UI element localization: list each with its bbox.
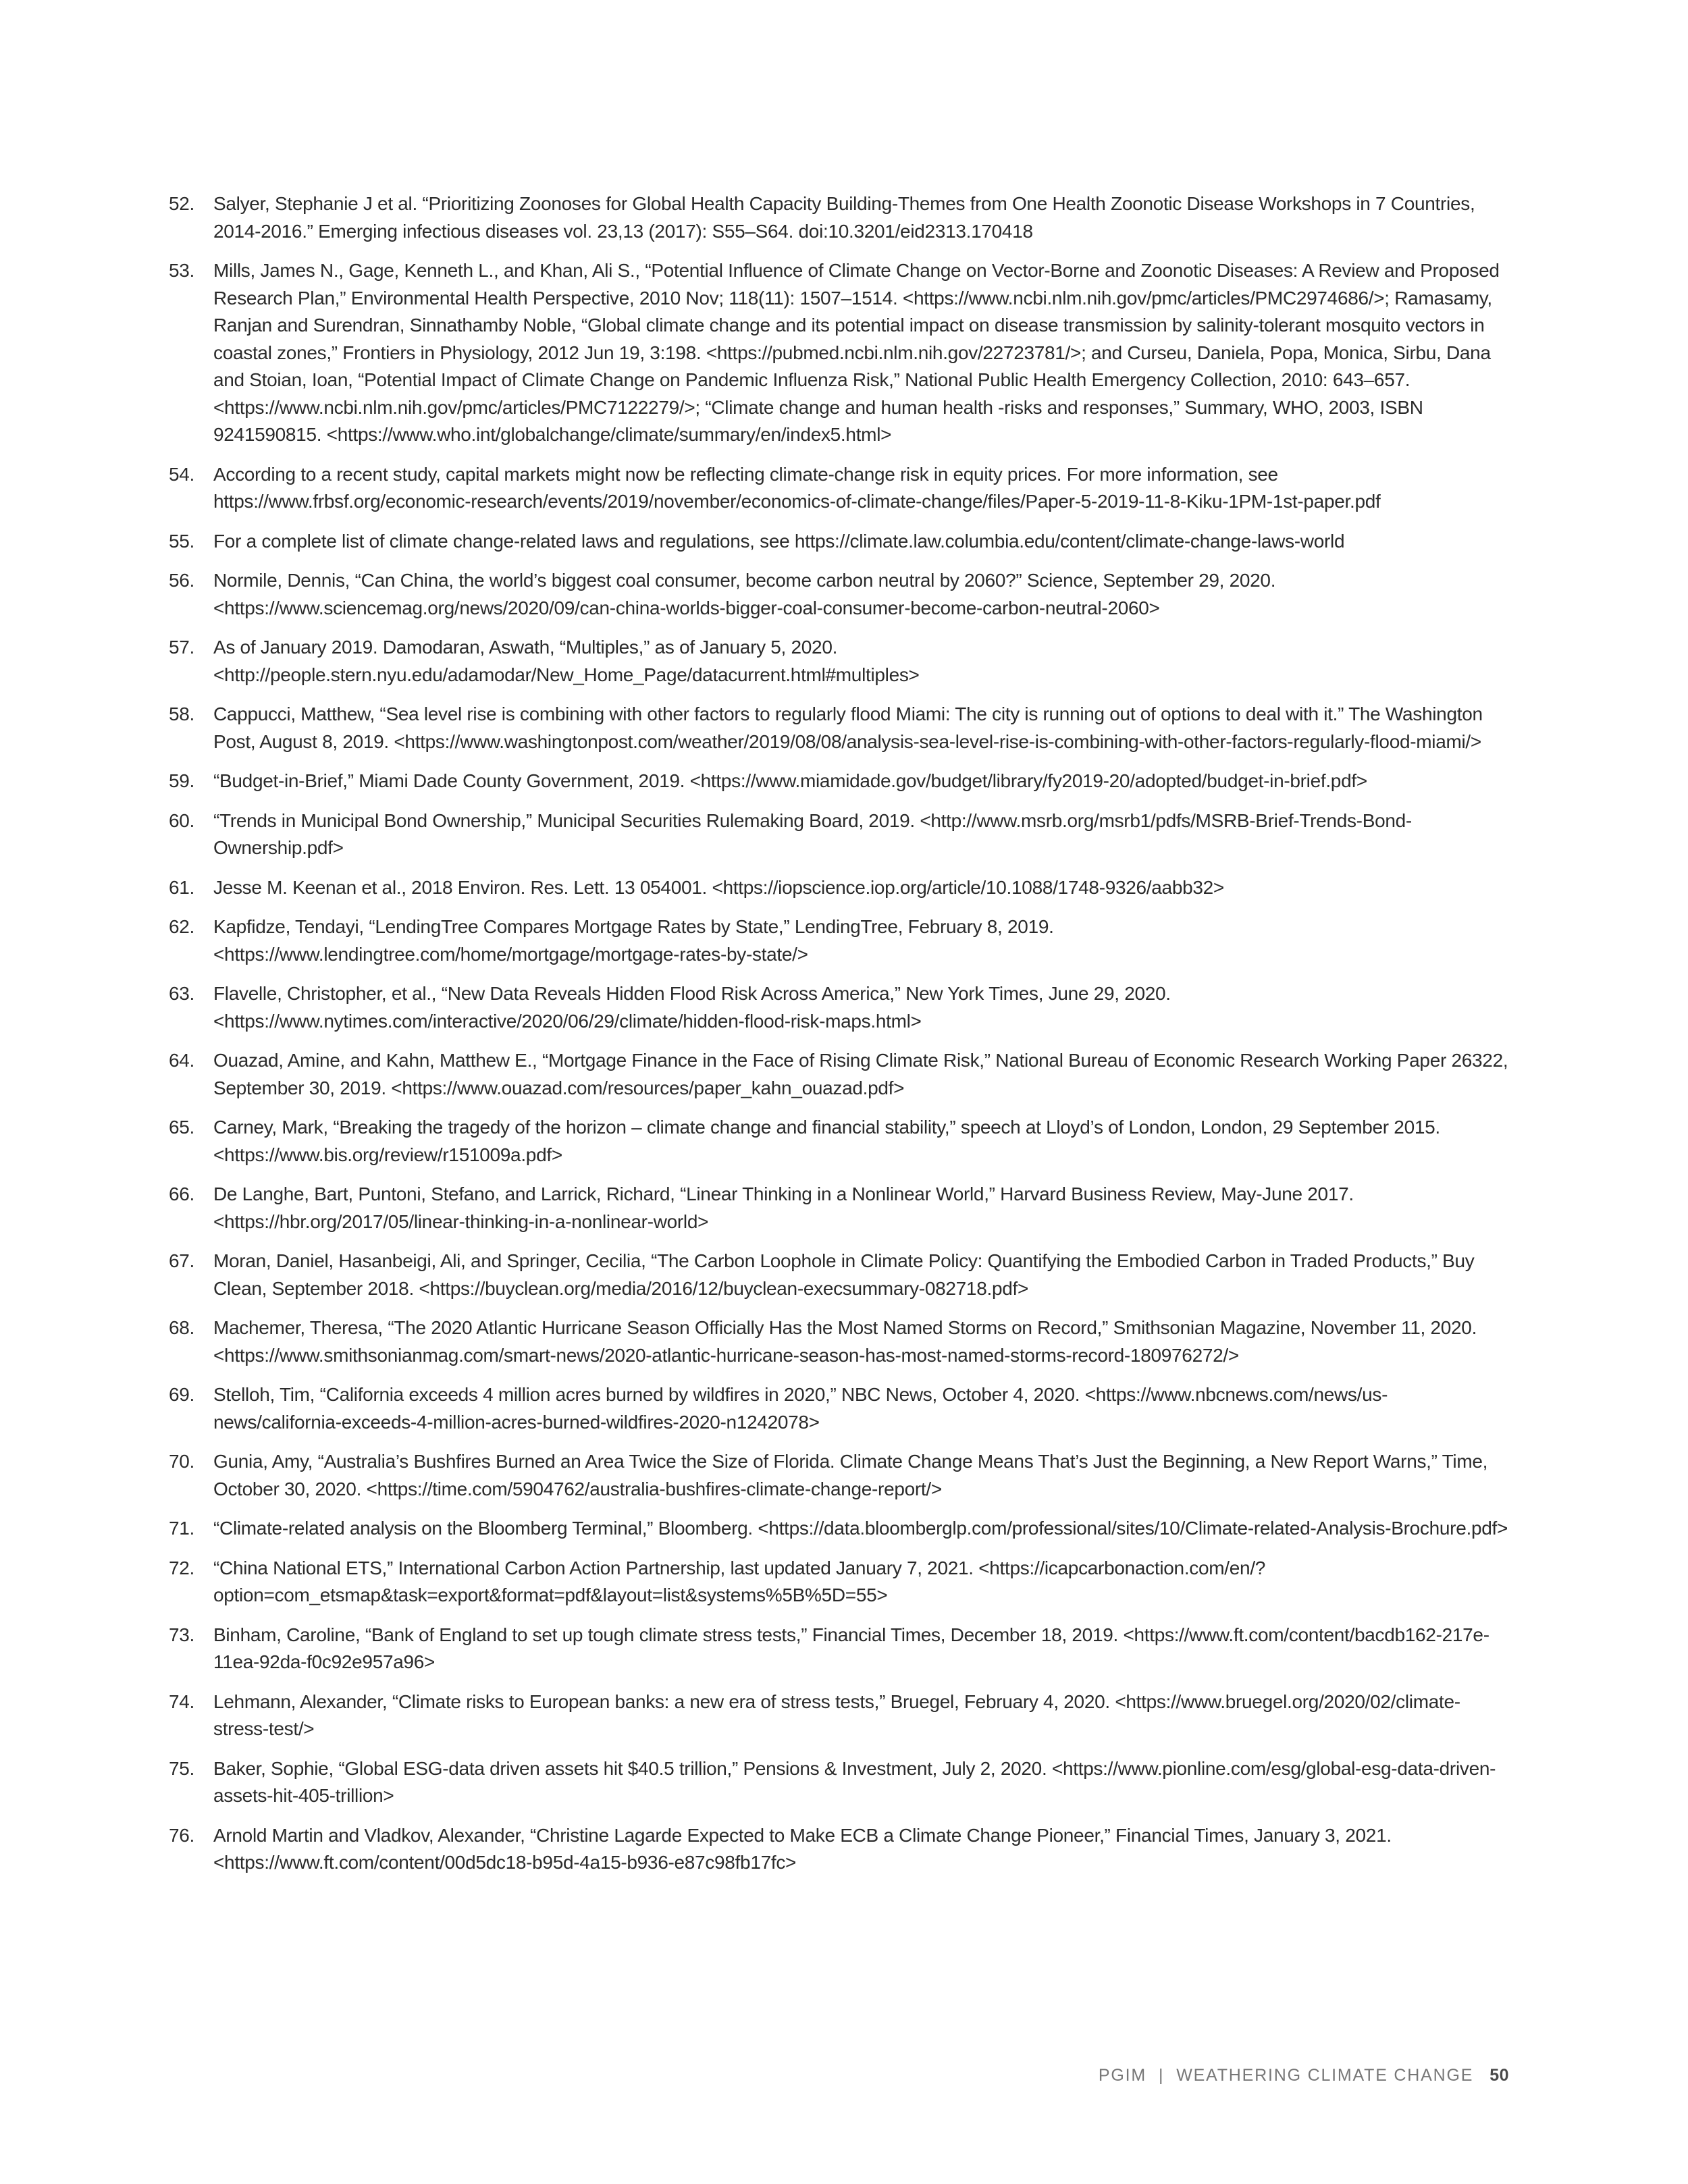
footer-report-title: WEATHERING CLIMATE CHANGE <box>1176 2066 1474 2085</box>
endnote-text: “Budget-in-Brief,” Miami Dade County Government, 2019. <https://www.miamidade.gov/budget/library/fy2019-20/adopted/budget-in-brief.pdf> <box>213 770 1367 791</box>
endnote-text: Jesse M. Keenan et al., 2018 Environ. Res. Lett. 13 054001. <https://iopscience.iop.org/article/10.1088/1748-9326/aabb32> <box>213 876 1224 898</box>
endnote-number: 60. <box>169 809 195 831</box>
endnote-item <box>169 1688 1509 1743</box>
endnote-item <box>169 768 1509 795</box>
endnote-number: 52. <box>169 193 195 214</box>
endnote-item <box>169 1248 1509 1302</box>
endnote-item <box>169 1515 1509 1543</box>
endnote-item <box>169 1381 1509 1436</box>
endnote-number: 74. <box>169 1690 195 1712</box>
endnote-text: Moran, Daniel, Hasanbeigi, Ali, and Springer, Cecilia, “The Carbon Loophole in Climate Policy: Quantifying the Embodied Carbon in Traded Products,” Buy Clean, September 2018. <https://buyclean.org/media/2016/12/buyclean-execsummary-082718.pdf> <box>213 1250 1475 1299</box>
footer-separator: | <box>1158 2066 1165 2085</box>
endnote-text: Binham, Caroline, “Bank of England to set up tough climate stress tests,” Financial Times, December 18, 2019. <https://www.ft.com/content/bacdb162-217e-11ea-92da-f0c92e957a96> <box>213 1624 1489 1672</box>
endnotes-list <box>169 190 1509 1889</box>
page-footer <box>1099 2066 1509 2085</box>
endnote-text: De Langhe, Bart, Puntoni, Stefano, and Larrick, Richard, “Linear Thinking in a Nonlinear World,” Harvard Business Review, May-June 2017. <https://hbr.org/2017/05/linear-thinking-in-a-nonlinear-world> <box>213 1183 1354 1232</box>
endnote-number: 57. <box>169 637 195 658</box>
endnote-item <box>169 1555 1509 1609</box>
endnote-text: According to a recent study, capital markets might now be reflecting climate-change risk in equity prices. For more information, see https://www.frbsf.org/economic-research/events/2019/november/economics-of-climate-change/files/Paper-5-2019-11-8-Kiku-1PM-1st-paper.pdf <box>213 463 1381 512</box>
endnote-item <box>169 1181 1509 1235</box>
endnote-number: 54. <box>169 463 195 485</box>
endnote-item <box>169 1822 1509 1877</box>
endnote-item <box>169 528 1509 556</box>
endnote-item <box>169 1314 1509 1369</box>
endnote-item <box>169 461 1509 516</box>
endnote-item <box>169 701 1509 755</box>
endnote-text: Kapfidze, Tendayi, “LendingTree Compares Mortgage Rates by State,” LendingTree, February 8, 2019. <https://www.lendingtree.com/home/mortgage/mortgage-rates-by-state/> <box>213 916 1054 965</box>
endnote-text: Arnold Martin and Vladkov, Alexander, “Christine Lagarde Expected to Make ECB a Climate Change Pioneer,” Financial Times, January 3, 2021. <https://www.ft.com/content/00d5dc18-b95d-4a15-b936-e87c98fb17fc> <box>213 1824 1392 1873</box>
endnote-text: Cappucci, Matthew, “Sea level rise is combining with other factors to regularly flood Miami: The city is running out of options to deal with it.” The Washington Post, August 8, 2019. <https://www.washingtonpost.com/weather/2019/08/08/analysis-sea-level-rise-is-combining-with-other-factors-regularly-flood-miami/> <box>213 703 1483 752</box>
endnote-number: 65. <box>169 1117 195 1138</box>
endnote-number: 75. <box>169 1757 195 1779</box>
endnote-text: Machemer, Theresa, “The 2020 Atlantic Hurricane Season Officially Has the Most Named Storms on Record,” Smithsonian Magazine, November 11, 2020. <https://www.smithsonianmag.com/smart-news/2020-atlantic-hurricane-season-has-most-named-storms-record-180976272/> <box>213 1317 1477 1366</box>
endnote-text: Salyer, Stephanie J et al. “Prioritizing Zoonoses for Global Health Capacity Building-Themes from One Health Zoonotic Disease Workshops in 7 Countries, 2014-2016.” Emerging infectious diseases vol. 23,13 (2017): S55–S64. doi:10.3201/eid2313.170418 <box>213 193 1475 242</box>
endnote-text: Flavelle, Christopher, et al., “New Data Reveals Hidden Flood Risk Across America,” New York Times, June 29, 2020. <https://www.nytimes.com/interactive/2020/06/29/climate/hidden-flood-risk-maps.html> <box>213 983 1171 1032</box>
endnote-number: 76. <box>169 1824 195 1846</box>
page-number: 50 <box>1489 2066 1509 2085</box>
endnote-number: 55. <box>169 530 195 552</box>
endnote-text: Mills, James N., Gage, Kenneth L., and Khan, Ali S., “Potential Influence of Climate Change on Vector-Borne and Zoonotic Diseases: A Review and Proposed Research Plan,” Environmental Health Perspective, 2010 Nov; 118(11): 1507–1514. <https://www.ncbi.nlm.nih.gov/pmc/articles/PMC2974686/>; Ramasamy, Ranjan and Surendran, Sinnathamby Noble, “Global climate change and its potential impact on disease transmission by salinity-tolerant mosquito vectors in coastal zones,” Frontiers in Physiology, 2012 Jun 19, 3:198. <https://pubmed.ncbi.nlm.nih.gov/22723781/>; and Curseu, Daniela, Popa, Monica, Sirbu, Dana and Stoian, Ioan, “Potential Impact of Climate Change on Pandemic Influenza Risk,” National Public Health Emergency Collection, 2010: 643–657. <https://www.ncbi.nlm.nih.gov/pmc/articles/PMC7122279/>; “Climate change and human health -risks and responses,” Summary, WHO, 2003, ISBN 9241590815. <https://www.who.int/globalchange/climate/summary/en/index5.html> <box>213 260 1500 445</box>
endnote-item <box>169 190 1509 245</box>
endnote-number: 56. <box>169 570 195 591</box>
endnote-number: 67. <box>169 1250 195 1271</box>
endnote-text: Gunia, Amy, “Australia’s Bushfires Burned an Area Twice the Size of Florida. Climate Change Means That’s Just the Beginning, a New Report Warns,” Time, October 30, 2020. <https://time.com/5904762/australia-bushfires-climate-change-report/> <box>213 1451 1488 1499</box>
endnote-text: Normile, Dennis, “Can China, the world’s biggest coal consumer, become carbon neutral by 2060?” Science, September 29, 2020. <https://www.sciencemag.org/news/2020/09/can-china-worlds-bigger-coal-consumer-become-carbon-neutral-2060> <box>213 570 1276 618</box>
endnote-item <box>169 1448 1509 1503</box>
endnote-item <box>169 1755 1509 1810</box>
endnote-number: 59. <box>169 770 195 791</box>
footer-publisher: PGIM <box>1098 2066 1146 2085</box>
endnote-number: 66. <box>169 1183 195 1204</box>
endnote-item <box>169 634 1509 689</box>
endnote-item <box>169 257 1509 449</box>
endnote-item <box>169 1047 1509 1102</box>
endnote-item <box>169 913 1509 968</box>
endnote-number: 64. <box>169 1050 195 1071</box>
endnote-item <box>169 807 1509 862</box>
endnote-number: 53. <box>169 260 195 281</box>
endnote-number: 72. <box>169 1557 195 1578</box>
endnote-text: Lehmann, Alexander, “Climate risks to European banks: a new era of stress tests,” Bruegel, February 4, 2020. <https://www.bruegel.org/2020/02/climate-stress-test/> <box>213 1690 1460 1739</box>
endnote-number: 58. <box>169 703 195 724</box>
endnote-text: Baker, Sophie, “Global ESG-data driven assets hit $40.5 trillion,” Pensions & Investment, July 2, 2020. <https://www.pionline.com/esg/global-esg-data-driven-assets-hit-405-trillion> <box>213 1757 1496 1806</box>
endnote-text: Carney, Mark, “Breaking the tragedy of the horizon – climate change and financial stability,” speech at Lloyd’s of London, London, 29 September 2015. <https://www.bis.org/review/r151009a.pdf> <box>213 1117 1440 1165</box>
endnote-item <box>169 1622 1509 1676</box>
endnote-text: As of January 2019. Damodaran, Aswath, “Multiples,” as of January 5, 2020. <http://people.stern.nyu.edu/adamodar/New_Home_Page/datacurrent.html#multiples> <box>213 637 920 685</box>
endnote-number: 73. <box>169 1624 195 1645</box>
endnote-number: 69. <box>169 1384 195 1405</box>
endnote-text: For a complete list of climate change-related laws and regulations, see https://climate.law.columbia.edu/content/climate-change-laws-world <box>213 530 1345 552</box>
endnote-number: 61. <box>169 876 195 898</box>
endnote-text: Stelloh, Tim, “California exceeds 4 million acres burned by wildfires in 2020,” NBC News, October 4, 2020. <https://www.nbcnews.com/news/us-news/california-exceeds-4-million-acres-burned-wildfires-2020-n1242078> <box>213 1384 1388 1433</box>
endnote-number: 63. <box>169 983 195 1004</box>
endnote-number: 70. <box>169 1451 195 1472</box>
endnote-text: “Trends in Municipal Bond Ownership,” Municipal Securities Rulemaking Board, 2019. <http://www.msrb.org/msrb1/pdfs/MSRB-Brief-Trends-Bond-Ownership.pdf> <box>213 809 1412 858</box>
endnote-text: “China National ETS,” International Carbon Action Partnership, last updated January 7, 2021. <https://icapcarbonaction.com/en/?option=com_etsmap&task=export&format=pdf&layout=list&systems%5B%5D=55> <box>213 1557 1266 1605</box>
endnote-text: Ouazad, Amine, and Kahn, Matthew E., “Mortgage Finance in the Face of Rising Climate Risk,” National Bureau of Economic Research Working Paper 26322, September 30, 2019. <https://www.ouazad.com/resources/paper_kahn_ouazad.pdf> <box>213 1050 1508 1098</box>
endnote-item <box>169 980 1509 1035</box>
endnote-number: 62. <box>169 916 195 937</box>
endnote-number: 71. <box>169 1518 195 1539</box>
endnote-text: “Climate-related analysis on the Bloomberg Terminal,” Bloomberg. <https://data.bloomberglp.com/professional/sites/10/Climate-related-Analysis-Brochure.pdf> <box>213 1518 1508 1539</box>
endnote-item <box>169 1114 1509 1169</box>
endnote-number: 68. <box>169 1317 195 1338</box>
endnote-item <box>169 567 1509 622</box>
endnote-item <box>169 874 1509 902</box>
